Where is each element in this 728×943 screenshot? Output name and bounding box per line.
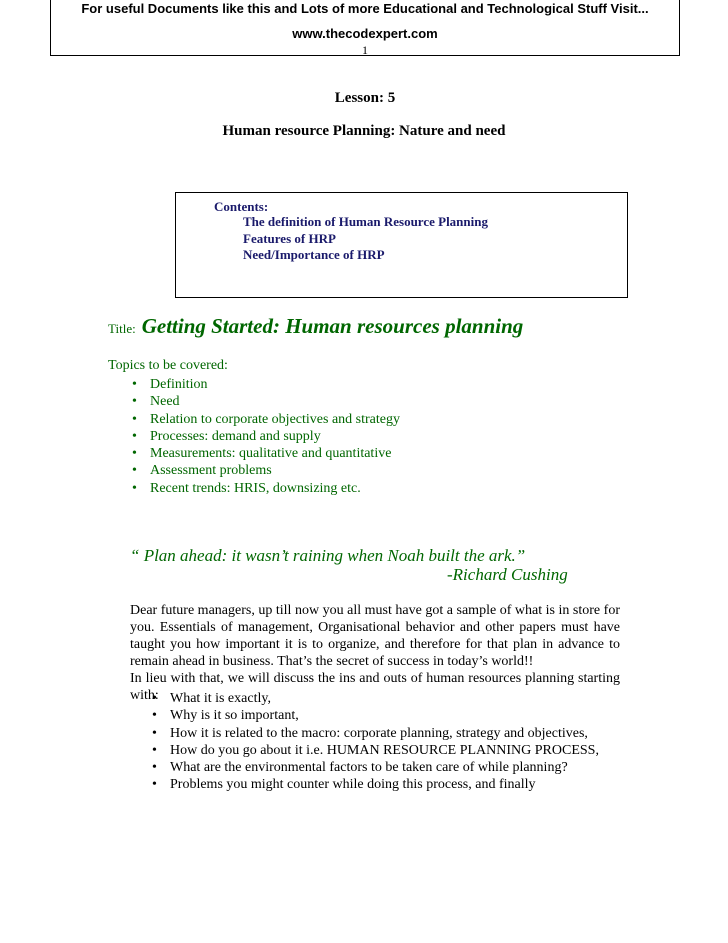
website-link[interactable]: www.thecodexpert.com bbox=[292, 26, 438, 41]
topic-item: • Processes: demand and supply bbox=[132, 428, 400, 445]
contents-heading: Contents: bbox=[214, 199, 269, 214]
topics-list bbox=[132, 376, 400, 497]
lesson-number: Lesson: 5 bbox=[334, 90, 396, 106]
body-bullet-list bbox=[152, 690, 599, 794]
lieu-paragraph: In lieu with that, we will discuss the ins and outs of human resources planning starting with: bbox=[130, 670, 620, 703]
body-bullet-item: • What it is exactly, bbox=[152, 690, 599, 707]
body-bullet-item: • What are the environmental factors to be taken care of while planning? bbox=[152, 759, 599, 776]
body-bullet-item: • Problems you might counter while doing this process, and finally bbox=[152, 776, 599, 793]
section-title bbox=[108, 314, 523, 339]
page-number: 1 bbox=[362, 43, 368, 57]
body-bullet-item: • Why is it so important, bbox=[152, 707, 599, 724]
intro-paragraph: Dear future managers, up till now you all must have got a sample of what is in store for you. Essentials of management, Organisational behavior and other papers must have taught you how important it is to organize, and therefore for that plan in advance to remain ahead in business. That’s the secret of success in today’s world!! bbox=[130, 603, 620, 669]
topic-item: • Measurements: qualitative and quantitative bbox=[132, 445, 400, 462]
contents-list bbox=[243, 214, 488, 264]
quote-text: “ Plan ahead: it wasn’t raining when Noah built the ark.” bbox=[130, 546, 526, 565]
topic-item: • Need bbox=[132, 393, 400, 410]
topic-item: • Assessment problems bbox=[132, 462, 400, 479]
topic-item: • Recent trends: HRIS, downsizing etc. bbox=[132, 480, 400, 497]
contents-item: Need/Importance of HRP bbox=[243, 247, 385, 262]
body-bullet-item: • How it is related to the macro: corporate planning, strategy and objectives, bbox=[152, 725, 599, 742]
contents-item: The definition of Human Resource Planning bbox=[243, 214, 488, 229]
title-label: Title: bbox=[108, 321, 136, 336]
topic-item: • Relation to corporate objectives and strategy bbox=[132, 411, 400, 428]
lesson-title: Human resource Planning: Nature and need bbox=[222, 123, 506, 139]
banner-text: For useful Documents like this and Lots of more Educational and Technological Stuff Visit... bbox=[81, 1, 649, 16]
topic-item: • Definition bbox=[132, 376, 400, 393]
contents-item: Features of HRP bbox=[243, 230, 336, 246]
topics-heading: Topics to be covered: bbox=[108, 358, 228, 373]
body-bullet-item: • How do you go about it i.e. HUMAN RESOURCE PLANNING PROCESS, bbox=[152, 742, 599, 759]
header-banner bbox=[50, 0, 680, 56]
title-text: Getting Started: Human resources planning bbox=[141, 314, 524, 338]
quote-author: -Richard Cushing bbox=[447, 565, 568, 584]
